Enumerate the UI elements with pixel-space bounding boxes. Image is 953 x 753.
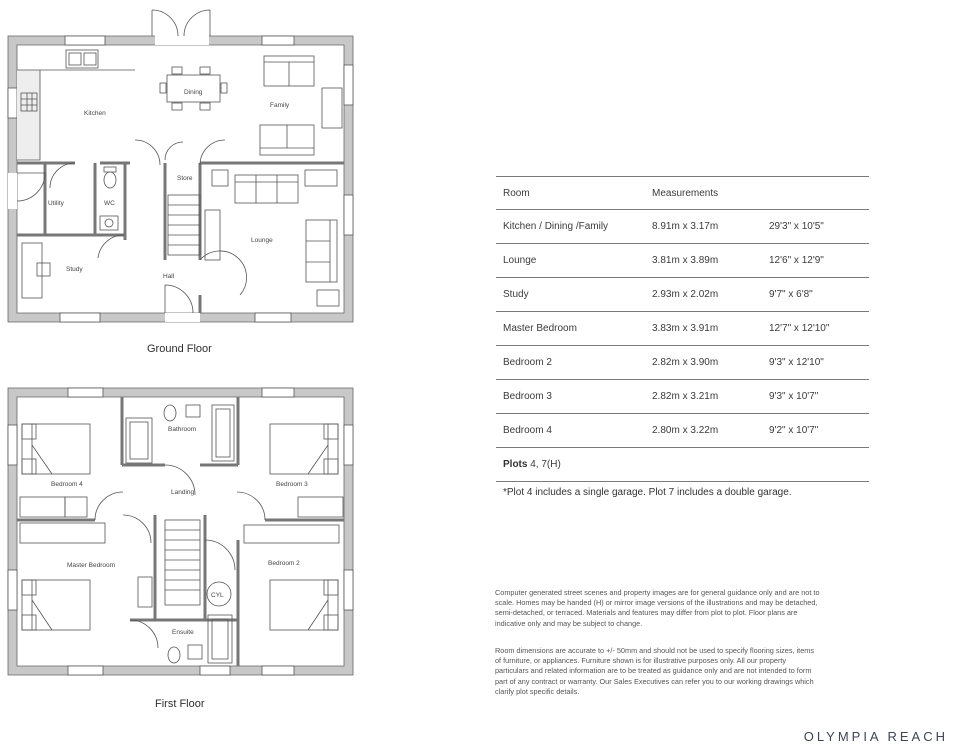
table-header-row — [496, 177, 869, 210]
cylinder-label: CYL — [211, 592, 224, 599]
brand-logo: OLYMPIA REACH — [803, 729, 948, 744]
room-hall: Hall — [163, 273, 175, 280]
room-bedroom4: Bedroom 4 — [51, 481, 83, 488]
room-family: Family — [270, 102, 290, 109]
room-name: Kitchen / Dining /Family — [496, 210, 645, 244]
room-measurements-table — [496, 176, 869, 482]
room-study: Study — [66, 266, 83, 273]
table-row — [496, 278, 869, 312]
first-floor-title: First Floor — [155, 698, 205, 710]
metric-size: 3.81m x 3.89m — [645, 244, 762, 278]
room-name: Lounge — [496, 244, 645, 278]
room-wc: WC — [104, 200, 115, 207]
room-kitchen: Kitchen — [84, 110, 106, 117]
imperial-size: 29'3" x 10'5" — [762, 210, 869, 244]
garage-note: *Plot 4 includes a single garage. Plot 7 includes a double garage. — [503, 487, 792, 498]
metric-size: 3.83m x 3.91m — [645, 312, 762, 346]
room-master-bedroom: Master Bedroom — [67, 562, 116, 569]
table-row — [496, 380, 869, 414]
room-bedroom2: Bedroom 2 — [268, 560, 300, 567]
disclaimer-paragraph-2: Room dimensions are accurate to +/- 50mm and should not be used to specify flooring sizes, items of furniture, or appliances. Furniture shown is for illustrative purposes only. All our property particulars and related information are to be treated as guidance only and are not intended to form part of any contract or warranty. Our Sales Executives can refer you to our working drawings which clarify plot specific details. — [495, 646, 814, 696]
plots-row — [496, 448, 869, 482]
room-name: Bedroom 3 — [496, 380, 645, 414]
room-name: Bedroom 2 — [496, 346, 645, 380]
imperial-size: 9'2" x 10'7" — [762, 414, 869, 448]
metric-size: 2.93m x 2.02m — [645, 278, 762, 312]
imperial-size: 9'3" x 12'10" — [762, 346, 869, 380]
disclaimer-paragraph-1: Computer generated street scenes and property images are for general guidance only and are not to scale. Homes may be handed (H) or mirror image versions of the illustrations and may be detached, semi-detached, or terraced. Materials and features may differ from plot to plot. Floor plans are indicative only and may be subject to change. — [495, 588, 820, 628]
plots-cell — [496, 448, 869, 482]
room-lounge: Lounge — [251, 237, 273, 244]
imperial-size: 9'3" x 10'7" — [762, 380, 869, 414]
metric-size: 2.82m x 3.90m — [645, 346, 762, 380]
room-ensuite: Ensuite — [172, 629, 194, 636]
table-row — [496, 414, 869, 448]
imperial-size: 9'7" x 6'8" — [762, 278, 869, 312]
plots-value: 4, 7(H) — [527, 459, 561, 470]
header-measurements: Measurements — [645, 177, 762, 210]
table-row — [496, 210, 869, 244]
header-room: Room — [496, 177, 645, 210]
room-store: Store — [177, 175, 193, 182]
table-row — [496, 346, 869, 380]
room-name: Master Bedroom — [496, 312, 645, 346]
metric-size: 2.80m x 3.22m — [645, 414, 762, 448]
plots-label: Plots — [503, 459, 528, 470]
header-imperial — [762, 177, 869, 210]
room-bathroom: Bathroom — [168, 426, 197, 433]
ground-floor-plan — [8, 10, 353, 322]
imperial-size: 12'6" x 12'9" — [762, 244, 869, 278]
metric-size: 8.91m x 3.17m — [645, 210, 762, 244]
imperial-size: 12'7" x 12'10" — [762, 312, 869, 346]
room-name: Study — [496, 278, 645, 312]
room-name: Bedroom 4 — [496, 414, 645, 448]
table-row — [496, 244, 869, 278]
table-row — [496, 312, 869, 346]
room-utility: Utility — [48, 200, 64, 207]
room-dining: Dining — [184, 89, 203, 96]
metric-size: 2.82m x 3.21m — [645, 380, 762, 414]
room-bedroom3: Bedroom 3 — [276, 481, 308, 488]
ground-floor-title: Ground Floor — [147, 343, 212, 355]
room-landing: Landing — [171, 489, 195, 496]
